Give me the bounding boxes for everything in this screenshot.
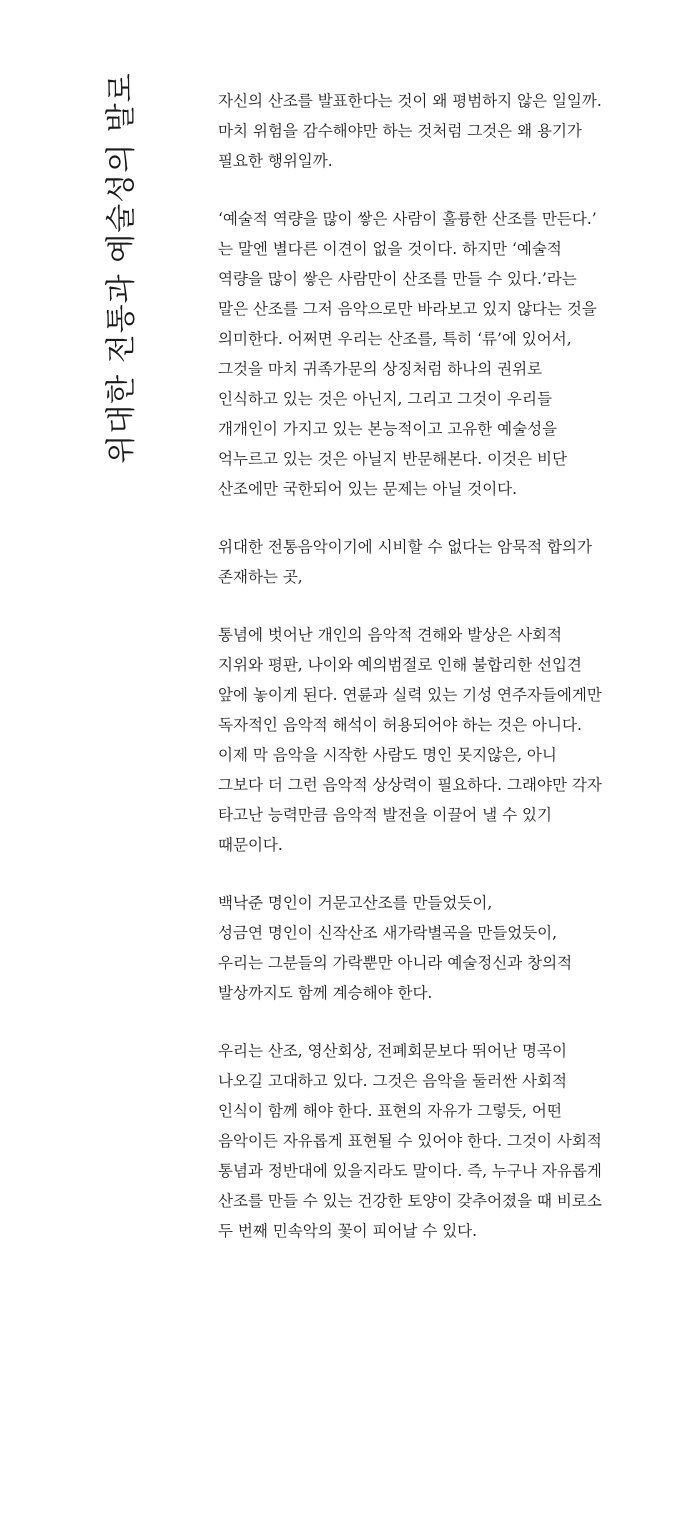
text-line: 산조에만 국한되어 있는 문제는 아닐 것이다. xyxy=(218,480,518,498)
text-line: 억누르고 있는 것은 아닐지 반문해본다. 이것은 비단 xyxy=(218,450,567,468)
article-body xyxy=(218,86,618,1274)
text-line: 개개인이 가지고 있는 본능적이고 고유한 예술성을 xyxy=(218,420,558,438)
text-line: 인식이 함께 해야 한다. 표현의 자유가 그렇듯, 어떤 xyxy=(218,1102,562,1120)
text-line: 는 말엔 별다른 이견이 없을 것이다. 하지만 ‘예술적 xyxy=(218,240,562,258)
text-line: 두 번째 민속악의 꽃이 피어날 수 있다. xyxy=(218,1222,478,1240)
text-line: 나오길 고대하고 있다. 그것은 음악을 둘러싼 사회적 xyxy=(218,1072,567,1090)
text-line: 말은 산조를 그저 음악으로만 바라보고 있지 않다는 것을 xyxy=(218,300,597,318)
text-line: 그것을 마치 귀족가문의 상징처럼 하나의 권위로 xyxy=(218,360,543,378)
text-line: ‘예술적 역량을 많이 쌓은 사람이 훌륭한 산조를 만든다.’ xyxy=(218,210,597,228)
text-line: 마치 위험을 감수해야만 하는 것처럼 그것은 왜 용기가 xyxy=(218,122,582,140)
text-line: 자신의 산조를 발표한다는 것이 왜 평범하지 않은 일일까. xyxy=(218,92,602,110)
text-line: 우리는 산조, 영산회상, 전폐회문보다 뛰어난 명곡이 xyxy=(218,1042,567,1060)
paragraph xyxy=(218,204,618,504)
text-line: 발상까지도 함께 계승해야 한다. xyxy=(218,984,433,1002)
text-line: 그보다 더 그런 음악적 상상력이 필요하다. 그래야만 각자 xyxy=(218,776,602,794)
paragraph xyxy=(218,532,618,592)
page-title: 위대한 전통과 예술성의 발로 xyxy=(104,72,139,464)
text-line: 의미한다. 어쩌면 우리는 산조를, 특히 ‘류’에 있어서, xyxy=(218,330,572,348)
vertical-title-container xyxy=(94,72,142,464)
text-line: 앞에 놓이게 된다. 연륜과 실력 있는 기성 연주자들에게만 xyxy=(218,686,602,704)
text-line: 독자적인 음악적 해석이 허용되어야 하는 것은 아니다. xyxy=(218,716,582,734)
paragraph xyxy=(218,888,618,1008)
text-line: 통념과 정반대에 있을지라도 말이다. 즉, 누구나 자유롭게 xyxy=(218,1162,602,1180)
text-line: 성금연 명인이 신작산조 새가락별곡을 만들었듯이, xyxy=(218,924,558,942)
text-line: 통념에 벗어난 개인의 음악적 견해와 발상은 사회적 xyxy=(218,626,562,644)
text-line: 인식하고 있는 것은 아닌지, 그리고 그것이 우리들 xyxy=(218,390,552,408)
paragraph xyxy=(218,620,618,860)
text-line: 필요한 행위일까. xyxy=(218,152,333,170)
text-line: 음악이든 자유롭게 표현될 수 있어야 한다. 그것이 사회적 xyxy=(218,1132,602,1150)
text-line: 지위와 평판, 나이와 예의범절로 인해 불합리한 선입견 xyxy=(218,656,582,674)
text-line: 이제 막 음악을 시작한 사람도 명인 못지않은, 아니 xyxy=(218,746,557,764)
text-line: 존재하는 곳, xyxy=(218,568,303,586)
paragraph xyxy=(218,86,618,176)
text-line: 산조를 만들 수 있는 건강한 토양이 갖추어졌을 때 비로소 xyxy=(218,1192,602,1210)
paragraph xyxy=(218,1036,618,1246)
text-line: 역량을 많이 쌓은 사람만이 산조를 만들 수 있다.’라는 xyxy=(218,270,577,288)
text-line: 우리는 그분들의 가락뿐만 아니라 예술정신과 창의적 xyxy=(218,954,573,972)
text-line: 위대한 전통음악이기에 시비할 수 없다는 암묵적 합의가 xyxy=(218,538,592,556)
text-line: 타고난 능력만큼 음악적 발전을 이끌어 낼 수 있기 xyxy=(218,806,552,824)
text-line: 때문이다. xyxy=(218,836,283,854)
text-line: 백낙준 명인이 거문고산조를 만들었듯이, xyxy=(218,894,493,912)
